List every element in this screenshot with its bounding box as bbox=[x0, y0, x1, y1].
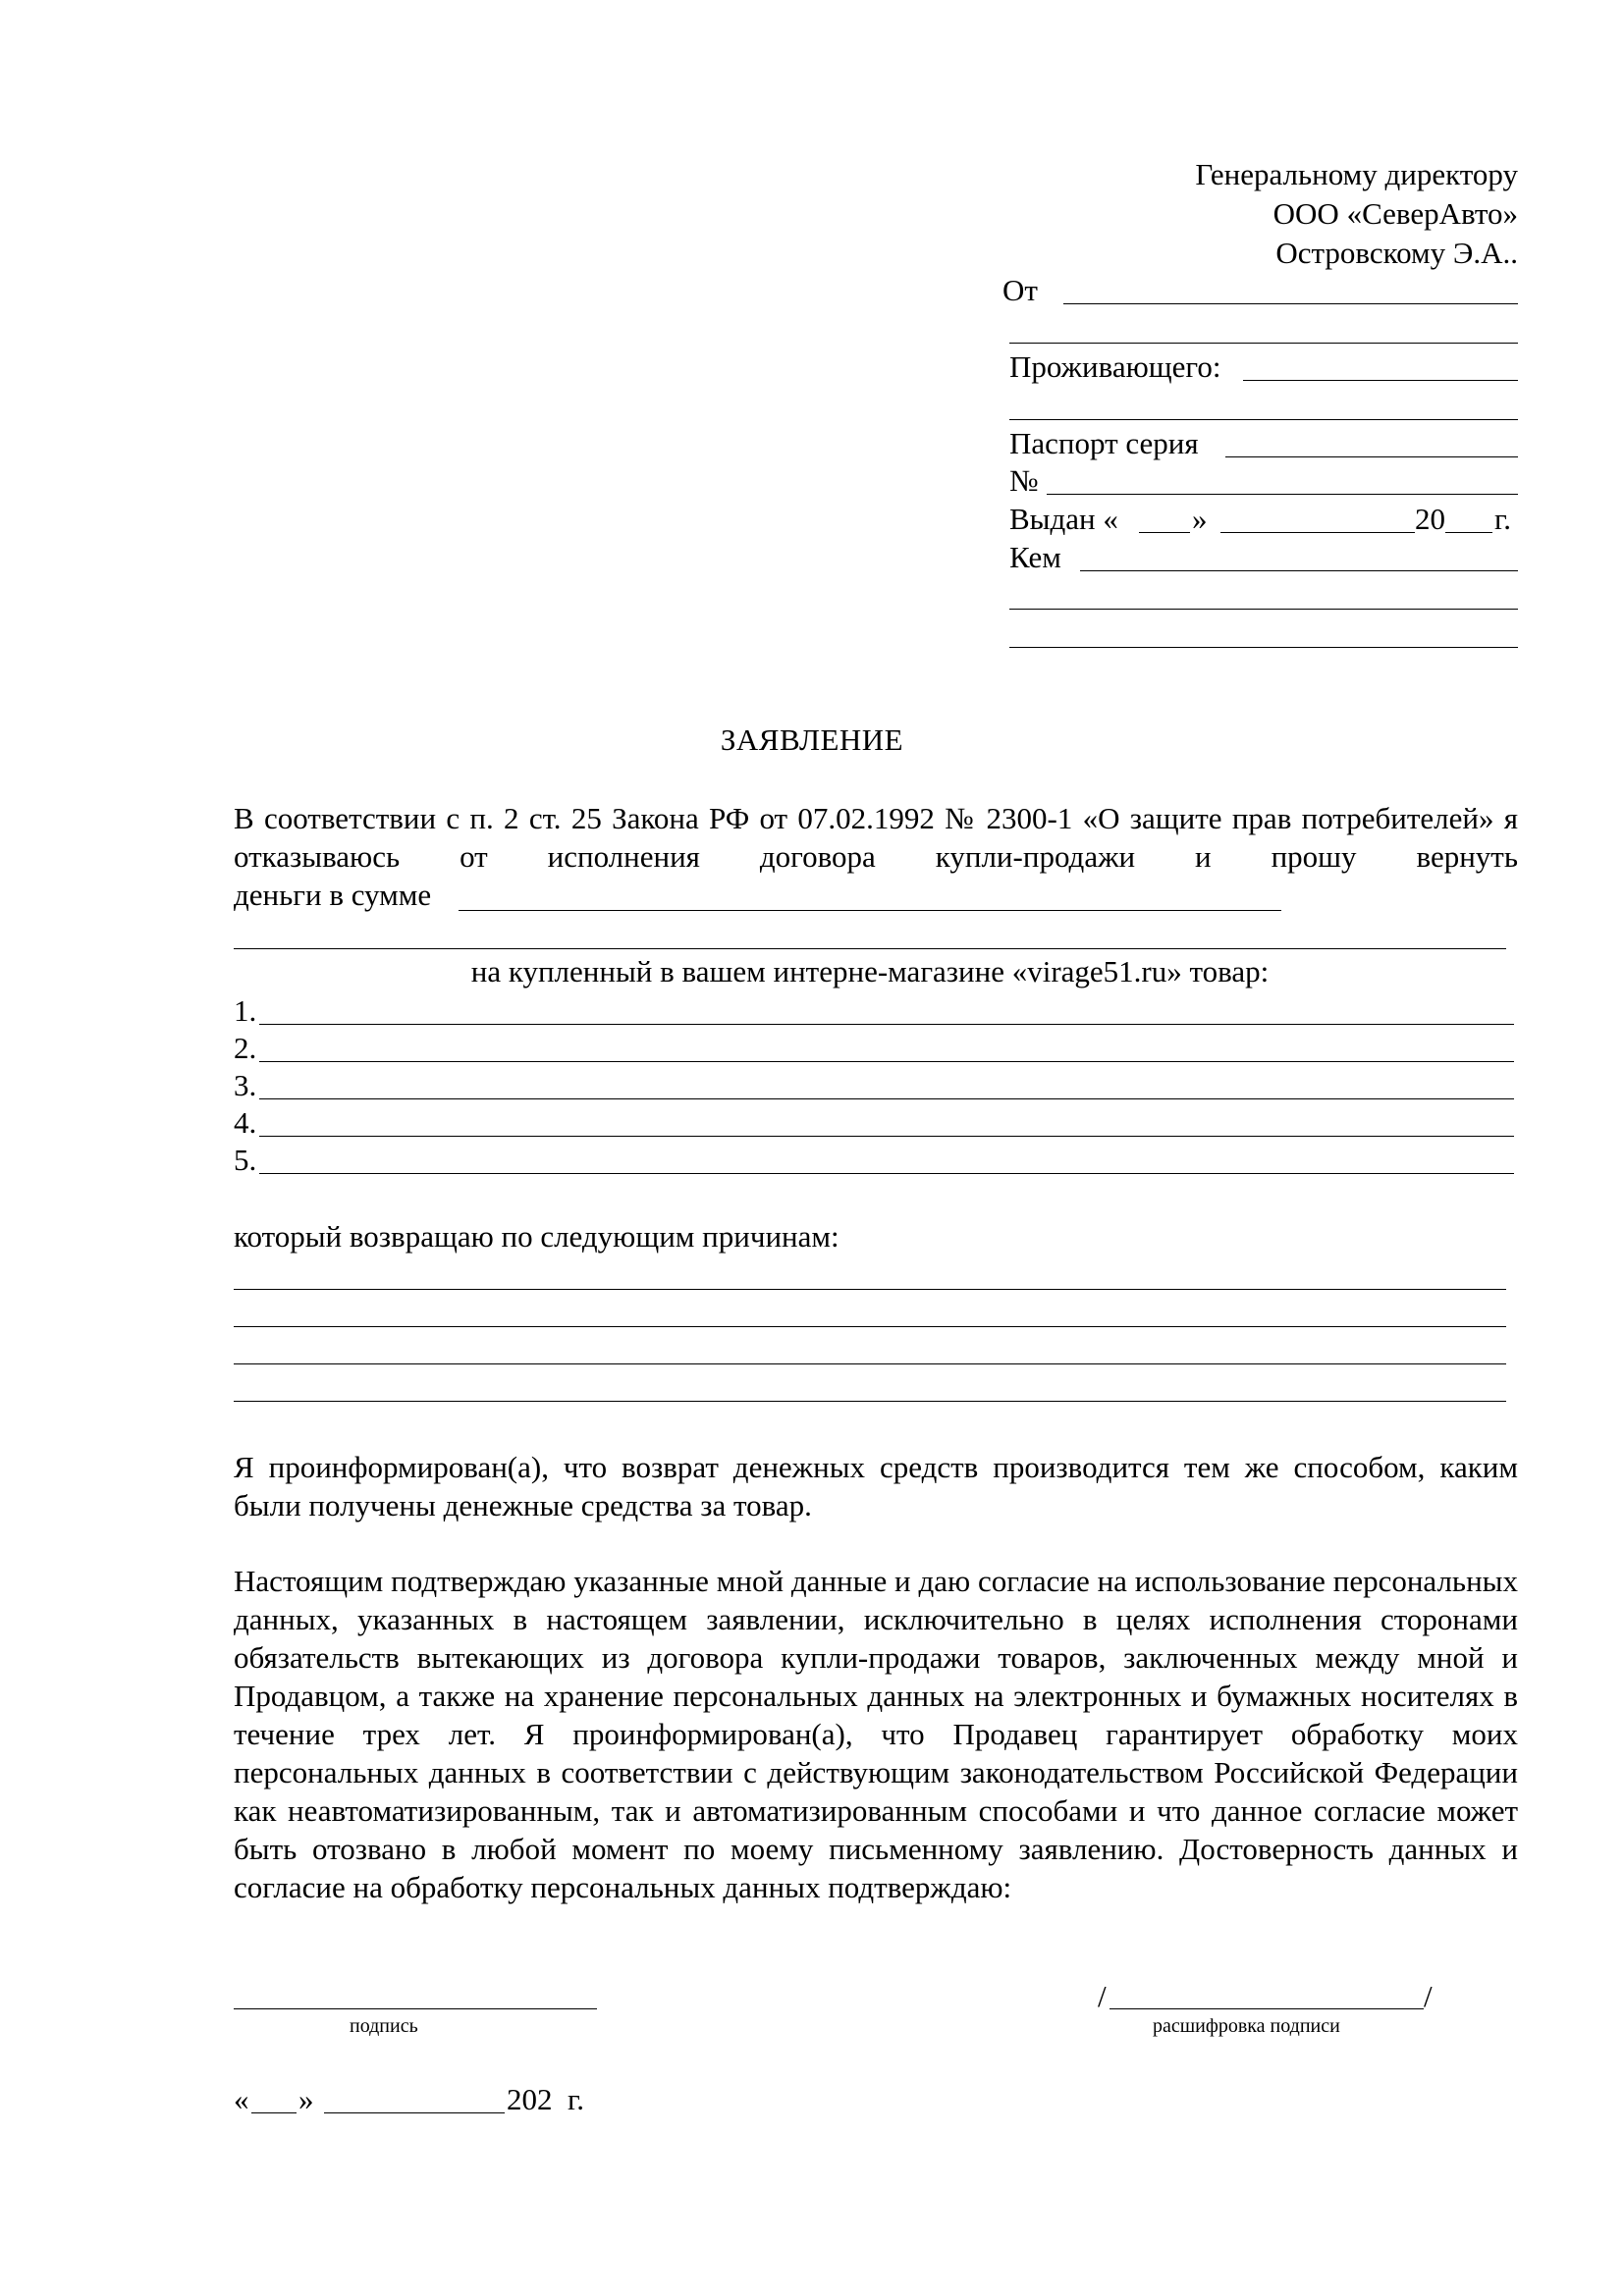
date-day-line[interactable] bbox=[251, 2112, 297, 2113]
reason-line-1[interactable] bbox=[234, 1289, 1506, 1290]
reasons-label: который возвращаю по следующим причинам: bbox=[234, 1219, 839, 1254]
reason-line-3[interactable] bbox=[234, 1363, 1506, 1364]
passport-series-input-line[interactable] bbox=[1225, 456, 1518, 457]
item-number-4: 4. bbox=[234, 1105, 257, 1140]
issued-quote-close: » bbox=[1192, 502, 1208, 536]
item-line-2[interactable] bbox=[259, 1061, 1514, 1062]
goods-line: на купленный в вашем интерне-магазине «virage51.ru» товар: bbox=[470, 954, 1270, 988]
passport-series-label: Паспорт серия bbox=[1009, 426, 1199, 460]
decode-slash-open: / bbox=[1098, 1979, 1107, 2013]
from-input-line[interactable] bbox=[1063, 303, 1518, 304]
issued-year-suffix: г. bbox=[1494, 502, 1511, 536]
reason-line-4[interactable] bbox=[234, 1401, 1506, 1402]
item-number-2: 2. bbox=[234, 1031, 257, 1065]
refund-paragraph: Я проинформирован(а), что возврат денежных средств производится тем же способом, каким были получены денежные средства за товар. bbox=[234, 1450, 1518, 1522]
item-line-4[interactable] bbox=[259, 1136, 1514, 1137]
signature-caption: подпись bbox=[350, 2015, 418, 2037]
issued-by-input-line-3[interactable] bbox=[1009, 647, 1518, 648]
issued-label: Выдан « bbox=[1009, 502, 1118, 536]
signature-decode-line[interactable] bbox=[1110, 2008, 1424, 2009]
item-line-3[interactable] bbox=[259, 1098, 1514, 1099]
from-input-line-2[interactable] bbox=[1009, 343, 1518, 344]
issued-month-line[interactable] bbox=[1220, 532, 1415, 533]
issued-year-line[interactable] bbox=[1445, 532, 1492, 533]
date-month-line[interactable] bbox=[324, 2112, 505, 2113]
item-line-5[interactable] bbox=[259, 1173, 1514, 1174]
document-title: ЗАЯВЛЕНИЕ bbox=[720, 722, 904, 757]
issued-by-input-line-2[interactable] bbox=[1009, 609, 1518, 610]
date-quote-close: » bbox=[298, 2082, 314, 2116]
residence-input-line[interactable] bbox=[1243, 380, 1518, 381]
residence-label: Проживающего: bbox=[1009, 349, 1221, 384]
issued-year-prefix: 20 bbox=[1415, 502, 1445, 536]
item-line-1[interactable] bbox=[259, 1024, 1514, 1025]
amount-input-line[interactable] bbox=[459, 910, 1281, 911]
passport-number-input-line[interactable] bbox=[1047, 494, 1518, 495]
issued-day-line[interactable] bbox=[1139, 532, 1190, 533]
date-year: 202 г. bbox=[507, 2082, 584, 2116]
reason-line-2[interactable] bbox=[234, 1326, 1506, 1327]
amount-label: деньги в сумме bbox=[234, 878, 432, 912]
issued-by-label: Кем bbox=[1009, 540, 1061, 574]
amount-input-line-2[interactable] bbox=[234, 948, 1506, 949]
passport-number-label: № bbox=[1009, 463, 1039, 498]
date-quote-open: « bbox=[234, 2082, 249, 2116]
issued-by-input-line[interactable] bbox=[1080, 570, 1518, 571]
from-label: От bbox=[1002, 273, 1038, 307]
signature-line[interactable] bbox=[234, 2008, 597, 2009]
recipient-name: Островскому Э.А.. bbox=[1275, 236, 1518, 270]
residence-input-line-2[interactable] bbox=[1009, 419, 1518, 420]
item-number-3: 3. bbox=[234, 1068, 257, 1102]
recipient-position: Генеральному директору bbox=[1195, 157, 1518, 191]
recipient-company: ООО «СеверАвто» bbox=[1272, 196, 1518, 231]
decode-slash-close: / bbox=[1424, 1979, 1433, 2013]
consent-paragraph: Настоящим подтверждаю указанные мной данные и даю согласие на использование персональных данных, указанных в настоящем заявлении, исключительно в целях исполнения сторонами обязательств вытекающих из договора купли-продажи товаров, заключенных между мной и Продавцом, а также на хранение персональных данных на электронных и бумажных носителях в течение трех лет. Я проинформирован(а), что Продавец гарантирует обработку моих персональных данных в соответствии с действующим законодательством Российской Федерации как неавтоматизированным, так и автоматизированным способами и что данное согласие может быть отозвано в любой момент по моему письменному заявлению. Достоверность данных и согласие на обработку персональных данных подтверждаю: bbox=[234, 1564, 1518, 1904]
item-number-1: 1. bbox=[234, 993, 257, 1028]
intro-paragraph: В соответствии с п. 2 ст. 25 Закона РФ от 07.02.1992 № 2300-1 «О защите прав потребителей» я отказываюсь от исполнения договора купли-продажи и прошу вернуть bbox=[234, 801, 1518, 874]
item-number-5: 5. bbox=[234, 1143, 257, 1177]
decode-caption: расшифровка подписи bbox=[1153, 2015, 1340, 2037]
